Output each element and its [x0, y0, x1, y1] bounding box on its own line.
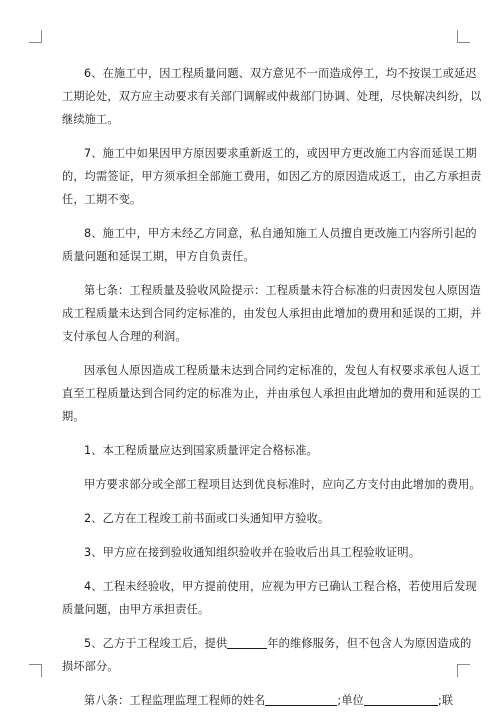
text-line: 3、甲方应在接到验收通知组织验收并在验收后出具工程验收证明。	[84, 546, 421, 559]
clause-7	[62, 142, 482, 211]
text-line: 6、在施工中，因工程质量问题、双方意见不一而造成停工，均不按误工或延迟	[84, 67, 477, 80]
article-8-prefix: 第八条：工程监理监理工程师的姓名	[84, 694, 266, 707]
crop-mark-top-right	[457, 30, 470, 43]
warranty-prefix: 5、乙方于工程竣工后，提供	[84, 637, 228, 650]
article-8-supervision	[62, 689, 454, 712]
crop-mark-bottom-right	[457, 664, 470, 677]
crop-mark-bottom-left	[29, 664, 42, 677]
text-line: 继续施工。	[62, 113, 119, 126]
text-line: 7、施工中如果因甲方原因要求重新返工的，或因甲方更改施工内容而延误工期	[84, 147, 477, 160]
text-line	[62, 632, 472, 655]
warranty-suffix: 年的维修服务，但不包含人为原因造成的	[267, 637, 472, 650]
text-line: 任，工期不变。	[62, 193, 142, 206]
text-line: 损坏部分。	[62, 660, 119, 673]
quality-item-1-excellence	[62, 473, 481, 496]
text-line: 直至工程质量达到合同约定的标准为止，并由承包人承担由此增加的费用和延误的工	[62, 387, 482, 400]
quality-item-4	[62, 575, 477, 621]
text-line: 质量问题，由甲方承担责任。	[62, 603, 210, 616]
text-line: 甲方要求部分或全部工程项目达到优良标准时，应向乙方支付由此增加的费用。	[84, 478, 481, 491]
quality-item-3	[62, 541, 446, 564]
text-line: 成工程质量未达到合同约定标准的，由发包人承担由此增加的费用和延误的工期，并	[62, 307, 482, 320]
quality-item-5-warranty	[62, 632, 472, 678]
text-line	[62, 689, 454, 712]
text-line: 期。	[62, 410, 85, 423]
text-line: 的，均需签证，甲方须承担全部施工费用，如因乙方的原因造成返工，由乙方承担责	[62, 170, 482, 183]
contractor-fault-paragraph	[62, 359, 482, 428]
unit-blank[interactable]	[364, 693, 438, 706]
text-line: 2、乙方在工程竣工前书面或口头通知甲方验收。	[84, 512, 330, 525]
engineer-name-blank[interactable]	[265, 693, 337, 706]
crop-mark-top-left	[29, 30, 42, 43]
document-body	[62, 62, 482, 723]
clause-6	[62, 62, 482, 131]
text-line: 第七条：工程质量及验收风险提示：工程质量未符合标准的归责因发包人原因造	[84, 284, 481, 297]
text-line: 质量问题和延误工期，甲方自负责任。	[62, 250, 255, 263]
text-line: 工期论处，双方应主动要求有关部门调解或仲裁部门协调、处理，尽快解决纠纷，以	[62, 90, 482, 103]
clause-8	[62, 222, 477, 268]
text-line: 8、施工中，甲方未经乙方同意，私自通知施工人员擅自更改施工内容所引起的	[84, 227, 477, 240]
text-line: 因承包人原因造成工程质量未达到合同约定标准的，发包人有权要求承包人返工	[84, 364, 481, 377]
warranty-years-blank[interactable]	[227, 636, 267, 649]
article-8-trailing: ;联	[438, 694, 454, 707]
article-7-quality-acceptance	[62, 279, 482, 348]
text-line: 1、本工程质量应达到国家质量评定合格标准。	[84, 444, 319, 457]
unit-label: ;单位	[337, 694, 365, 707]
text-line: 4、工程未经验收，甲方提前使用，应视为甲方已确认工程合格，若使用后发现	[84, 580, 477, 593]
quality-item-2	[62, 507, 446, 530]
text-line: 支付承包人合理的利润。	[62, 330, 187, 343]
quality-item-1	[62, 439, 446, 462]
